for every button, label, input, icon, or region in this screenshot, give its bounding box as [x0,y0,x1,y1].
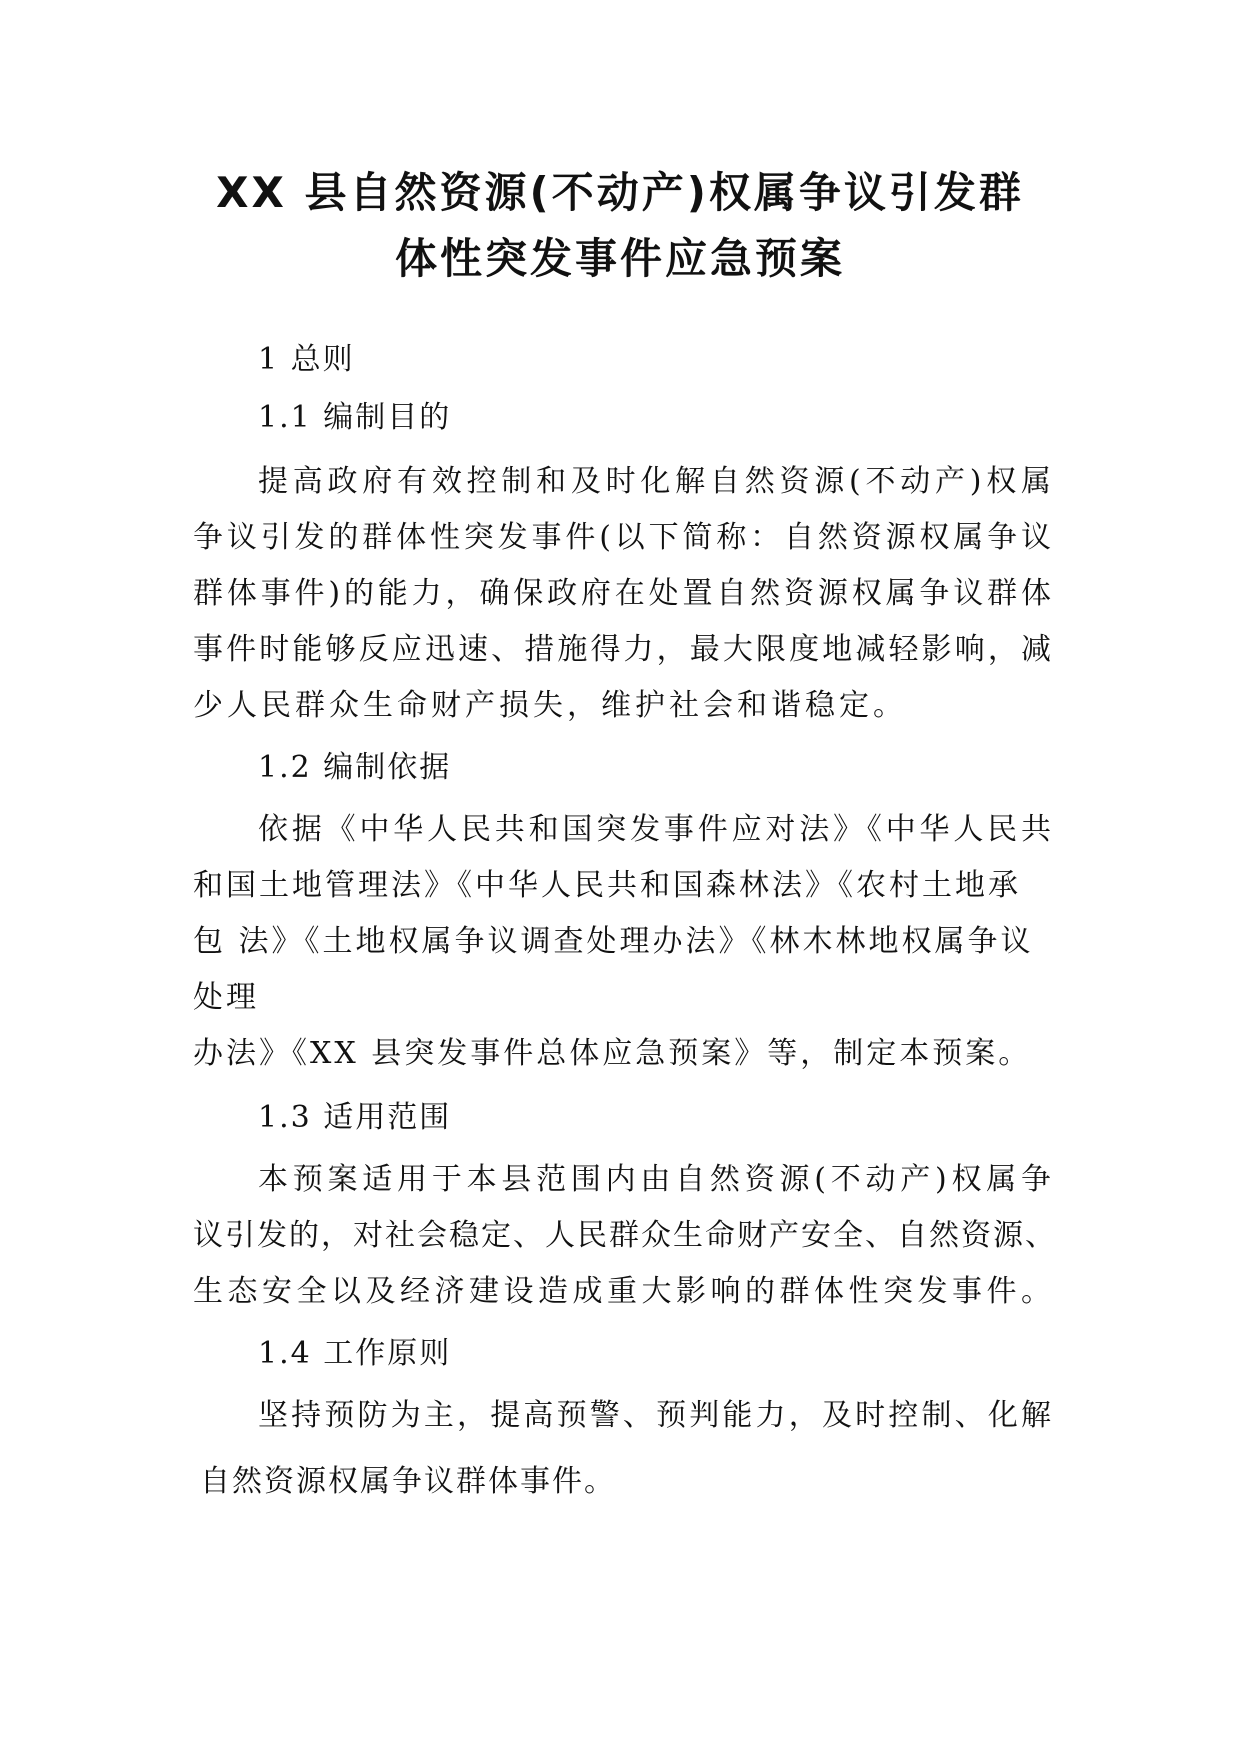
para-1-line-1: 提高政府有效控制和及时化解自然资源(不动产)权属 [258,464,1053,499]
para-2-line-2: 和国土地管理法》《中华人民共和国森林法》《农村土地承 [193,868,1021,903]
para-4-line-2: 自然资源权属争议群体事件。 [200,1464,616,1499]
title-line-1: XX 县自然资源(不动产)权属争议引发群 [216,168,1024,217]
section-1-heading: 1 总则 [258,342,355,377]
para-2-line-1: 依据《中华人民共和国突发事件应对法》《中华人民共 [258,812,1053,847]
section-1-3-heading: 1.3 适用范围 [258,1100,452,1135]
document-title [150,160,1090,292]
para-1-line-3: 群体事件)的能力，确保政府在处置自然资源权属争议群体 [193,576,1053,611]
para-1-line-5: 少人民群众生命财产损失，维护社会和谐稳定。 [193,688,907,723]
section-1-4-heading: 1.4 工作原则 [258,1336,452,1371]
para-3-line-2: 议引发的，对社会稳定、人民群众生命财产安全、自然资源、 [193,1218,1057,1253]
para-2-line-5: 办法》《XX 县突发事件总体应急预案》等，制定本预案。 [193,1036,1032,1071]
section-1-2-heading: 1.2 编制依据 [258,750,452,785]
title-line-2: 体性突发事件应急预案 [394,234,845,283]
para-1-line-4: 事件时能够反应迅速、措施得力，最大限度地减轻影响，减 [193,632,1053,667]
para-1-line-2: 争议引发的群体性突发事件(以下简称：自然资源权属争议 [193,520,1053,555]
para-2-line-4: 处理 [193,980,259,1015]
para-3-line-3: 生态安全以及经济建设造成重大影响的群体性突发事件。 [193,1274,1053,1309]
para-4-line-1: 坚持预防为主，提高预警、预判能力，及时控制、化解 [258,1398,1053,1433]
para-2-line-3: 包 法》《土地权属争议调查处理办法》《林木林地权属争议 [193,924,1034,959]
section-1-1-heading: 1.1 编制目的 [258,400,452,435]
para-3-line-1: 本预案适用于本县范围内由自然资源(不动产)权属争 [258,1162,1053,1197]
